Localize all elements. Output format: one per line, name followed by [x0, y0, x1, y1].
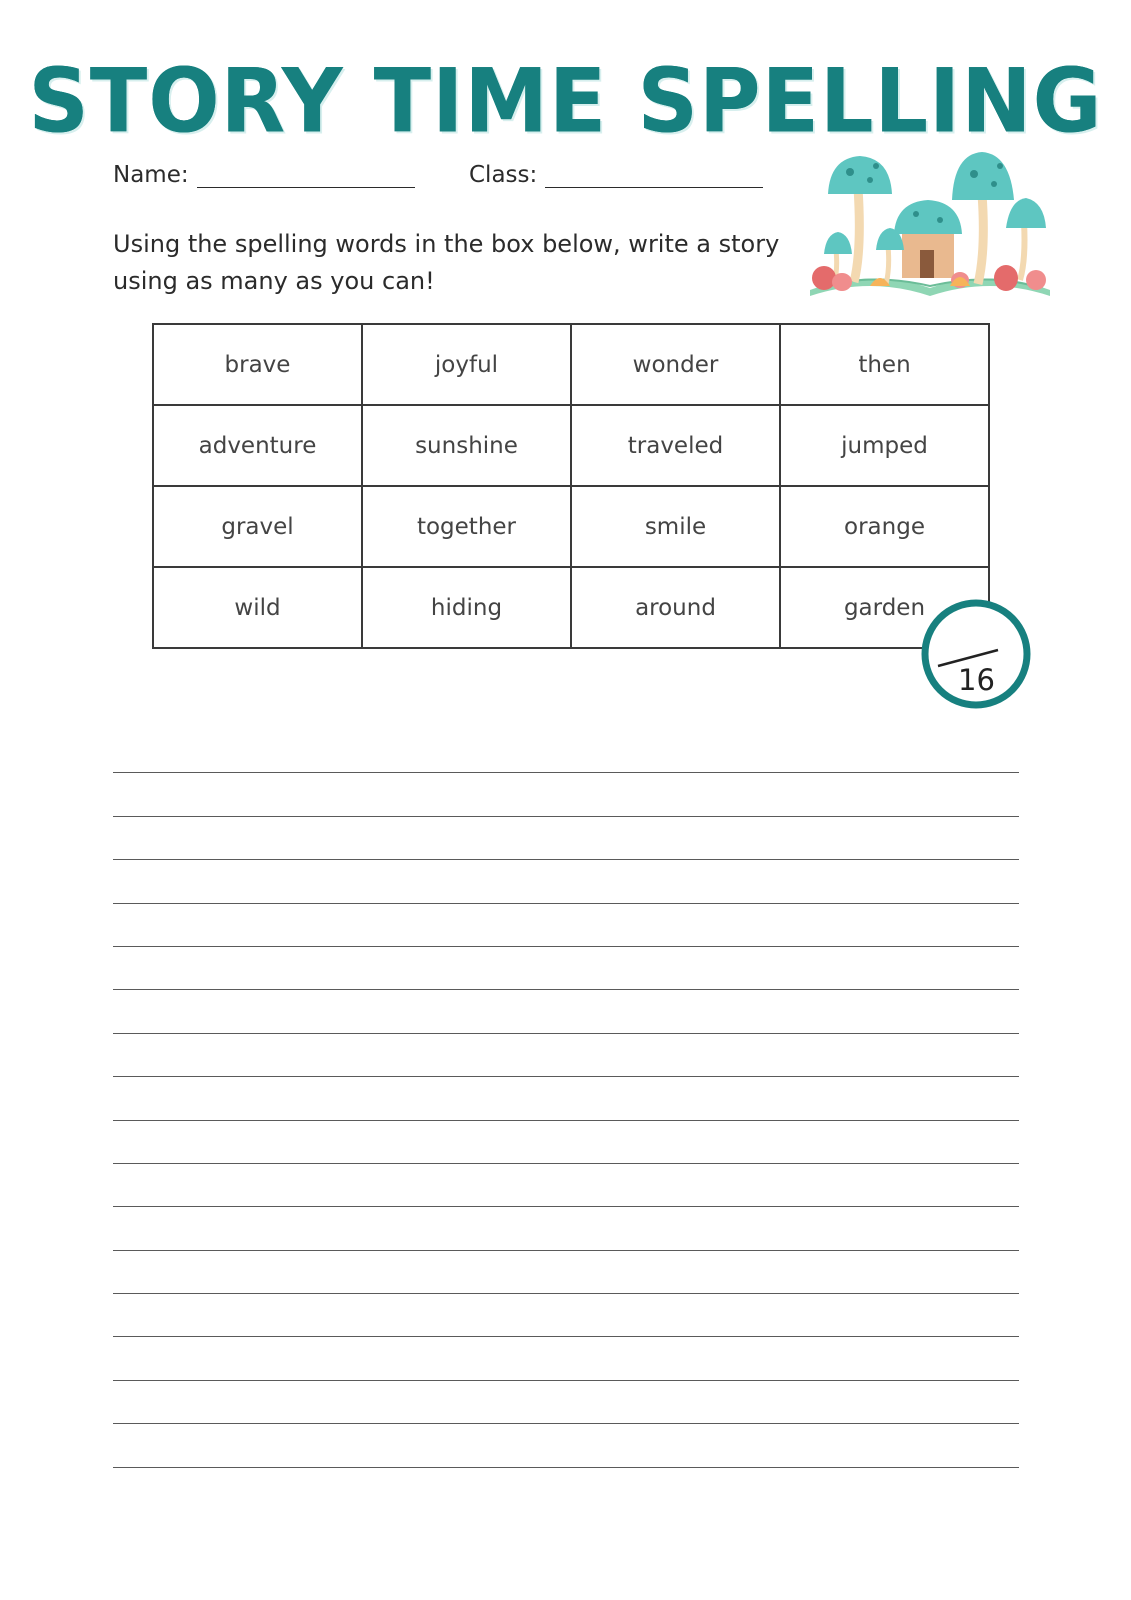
spelling-word-cell: brave: [153, 324, 362, 405]
score-total: 16: [958, 663, 995, 697]
writing-line[interactable]: [113, 1337, 1019, 1380]
writing-line[interactable]: [113, 904, 1019, 947]
word-row: [153, 405, 989, 486]
name-blank-line[interactable]: [197, 163, 415, 188]
writing-line[interactable]: [113, 1077, 1019, 1120]
spelling-word-cell: joyful: [362, 324, 571, 405]
spelling-word-cell: gravel: [153, 486, 362, 567]
spelling-word-cell: smile: [571, 486, 780, 567]
word-row: [153, 567, 989, 648]
writing-lines[interactable]: [113, 730, 1019, 1468]
mushroom-storybook-illustration-icon: [810, 150, 1050, 302]
writing-line[interactable]: [113, 860, 1019, 903]
spelling-word-cell: hiding: [362, 567, 571, 648]
writing-line[interactable]: [113, 947, 1019, 990]
instructions-text: Using the spelling words in the box below, write a story using as many as you can!: [113, 230, 780, 295]
writing-line[interactable]: [113, 1121, 1019, 1164]
spelling-word-cell: around: [571, 567, 780, 648]
writing-line[interactable]: [113, 990, 1019, 1033]
spelling-word-cell: sunshine: [362, 405, 571, 486]
writing-line[interactable]: [113, 1034, 1019, 1077]
spelling-word-cell: orange: [780, 486, 989, 567]
writing-line[interactable]: [113, 1164, 1019, 1207]
class-blank-line[interactable]: [545, 163, 763, 188]
name-field[interactable]: [113, 162, 415, 188]
class-field[interactable]: [469, 162, 763, 188]
spelling-word-cell: garden: [780, 567, 989, 648]
spelling-word-cell: wild: [153, 567, 362, 648]
name-label: Name:: [113, 162, 189, 188]
spelling-word-cell: adventure: [153, 405, 362, 486]
class-label: Class:: [469, 162, 538, 188]
spelling-words-table: [152, 323, 990, 649]
writing-line[interactable]: [113, 773, 1019, 816]
spelling-word-cell: together: [362, 486, 571, 567]
spelling-word-cell: wonder: [571, 324, 780, 405]
writing-line[interactable]: [113, 1294, 1019, 1337]
writing-line[interactable]: [113, 1381, 1019, 1424]
page-title: STORY TIME SPELLING: [28, 49, 1103, 153]
word-row: [153, 324, 989, 405]
writing-line[interactable]: [113, 1424, 1019, 1467]
spelling-word-cell: jumped: [780, 405, 989, 486]
writing-line[interactable]: [113, 817, 1019, 860]
spelling-word-cell: traveled: [571, 405, 780, 486]
spelling-word-cell: then: [780, 324, 989, 405]
writing-line[interactable]: [113, 1251, 1019, 1294]
writing-line[interactable]: [113, 1207, 1019, 1250]
word-row: [153, 486, 989, 567]
writing-line[interactable]: [113, 730, 1019, 773]
